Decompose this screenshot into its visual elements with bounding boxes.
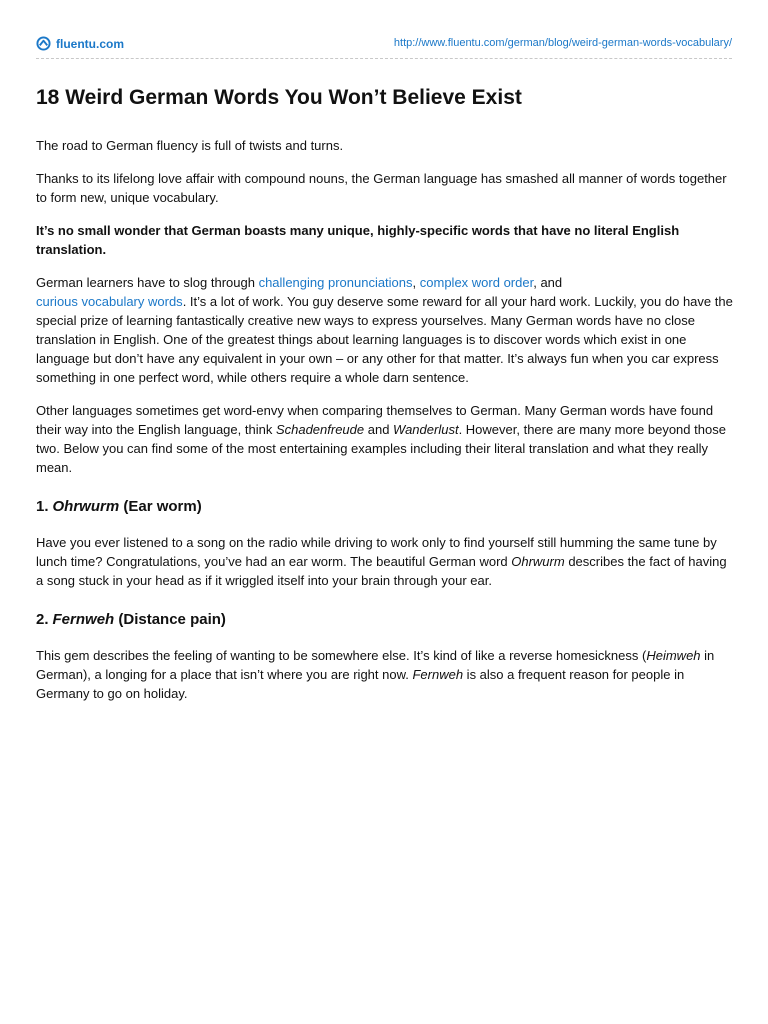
text-run: Have you ever listened to a song on the radio while driving to work only to find yourself still humming the same tune by lunch time? Congratulations, you’ve had an ear worm. The beautiful German word (36, 535, 717, 569)
text-run: , and (533, 275, 563, 290)
emphasis-word: Ohrwurm (511, 554, 565, 569)
text-run: . However, there are many more beyond those two. Below you can find some of the most entertaining examples including their literal translation and what they really mean. (36, 422, 726, 475)
text-run: describes the fact of having a song stuck in your head as if it wriggled itself into your brain through your ear. (36, 554, 727, 588)
link-curious-vocabulary-words[interactable]: curious vocabulary words (36, 294, 183, 309)
emphasis-word: Fernweh (412, 667, 464, 682)
learners-paragraph (36, 273, 736, 387)
section-heading-fernweh (36, 610, 736, 630)
emphasis-word: Heimweh (646, 648, 701, 663)
link-challenging-pronunciations[interactable]: challenging pronunciations (258, 275, 413, 290)
text-run: Other languages sometimes get word-envy when comparing themselves to German. Many German words have found their way into the English language, think (36, 403, 714, 437)
section-number: 1. (36, 498, 49, 515)
fluentu-logo-icon (36, 36, 51, 51)
brand-name: fluentu.com (56, 36, 124, 51)
section-number: 2. (36, 611, 49, 628)
source-url-link[interactable]: http://www.fluentu.com/german/blog/weird-german-words-vocabulary/ (393, 37, 732, 49)
section-word: Ohrwurm (52, 498, 120, 515)
article-body (36, 82, 736, 717)
section-body-fernweh (36, 646, 736, 703)
article-title: 18 Weird German Words You Won’t Believe Exist (36, 86, 522, 109)
text-run: German learners have to slog through (36, 275, 259, 290)
text-run: is also a frequent reason for people in Germany to go on holiday. (36, 667, 685, 701)
section-meaning: (Ear worm) (123, 498, 202, 515)
bold-statement-paragraph: It’s no small wonder that German boasts many unique, highly-specific words that have no literal English translation. (36, 223, 680, 257)
text-run: , (412, 275, 420, 290)
text-run: . It’s a lot of work. You guy deserve some reward for all your hard work. Luckily, you do have the special prize of learning fantastically creative new ways to express yourselves. Many German words have no close translation in English. One of the greatest things about learning languages is to discover words which exist in one language but don’t have any equivalent in your own – or any other for that matter. It’s always fun when you car express something in one perfect word, while others require a whole darn sentence. (36, 294, 733, 385)
section-heading-ohrwurm (36, 497, 736, 517)
text-run: and (364, 422, 394, 437)
compound-nouns-paragraph: Thanks to its lifelong love affair with compound nouns, the German language has smashed all manner of words together to form new, unique vocabulary. (36, 171, 727, 205)
text-run: in German), a longing for a place that isn’t where you are right now. (36, 648, 715, 682)
intro-paragraph: The road to German fluency is full of twists and turns. (36, 138, 344, 153)
section-word: Fernweh (52, 611, 115, 628)
section-body-ohrwurm (36, 533, 736, 590)
section-meaning: (Distance pain) (118, 611, 226, 628)
word-envy-paragraph (36, 401, 736, 477)
brand[interactable] (36, 36, 124, 51)
link-complex-word-order[interactable]: complex word order (419, 275, 534, 290)
header-divider (36, 58, 732, 59)
text-run: This gem describes the feeling of wanting to be somewhere else. It’s kind of like a reverse homesickness ( (36, 648, 647, 663)
page-header (36, 36, 732, 52)
emphasis-word: Wanderlust (393, 422, 459, 437)
emphasis-word: Schadenfreude (275, 422, 365, 437)
